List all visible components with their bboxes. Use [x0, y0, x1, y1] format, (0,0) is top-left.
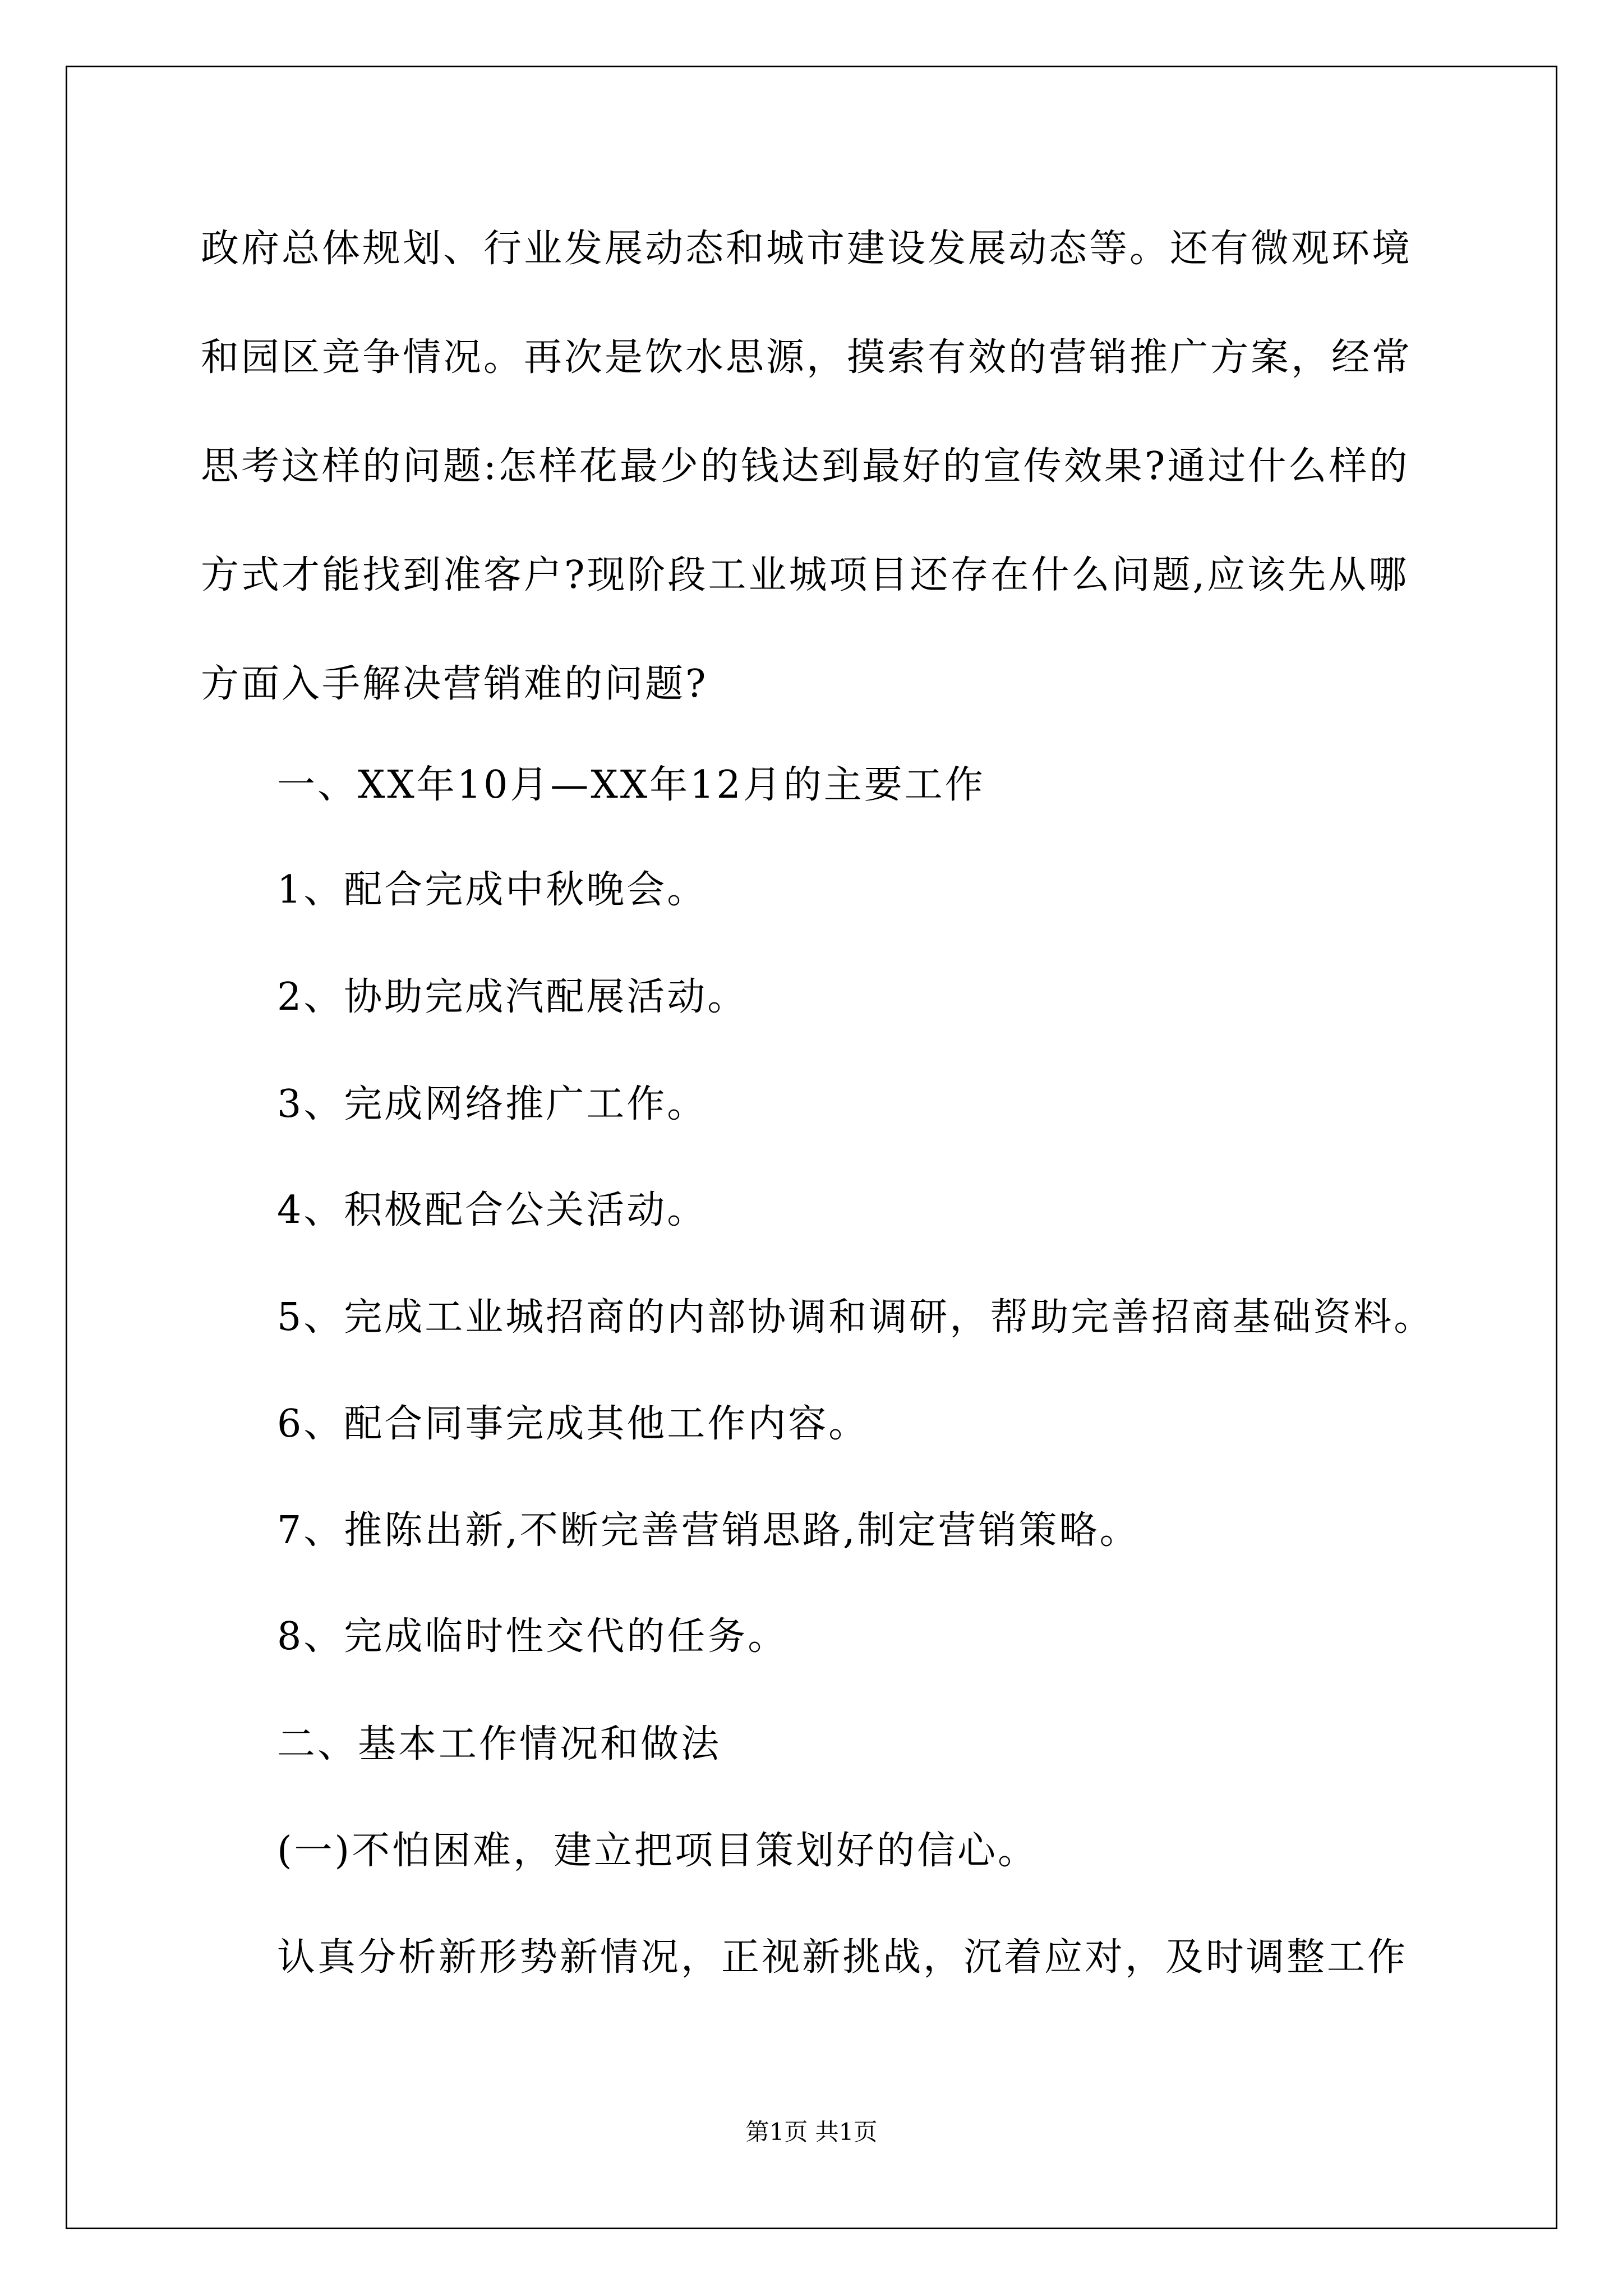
subsection-heading-1: (一)不怕困难，建立把项目策划好的信心。 [277, 1829, 1039, 1873]
paragraph-final-line: 认真分析新形势新情况，正视新挑战，沉着应对，及时调整工作 [277, 1935, 1408, 1980]
paragraph-line-4: 方式才能找到准客户?现阶段工业城项目还存在什么问题,应该先从哪 [201, 553, 1409, 597]
page-footer: 第1页 共1页 [745, 2118, 878, 2146]
section-heading-2: 二、基本工作情况和做法 [277, 1722, 722, 1766]
list-item-2: 2、协助完成汽配展活动。 [277, 975, 748, 1019]
list-item-1: 1、配合完成中秋晚会。 [277, 868, 708, 912]
paragraph-line-5: 方面入手解决营销难的问题? [201, 662, 708, 706]
page-border [66, 66, 1557, 2229]
paragraph-line-1: 政府总体规划、行业发展动态和城市建设发展动态等。还有微观环境 [201, 227, 1413, 271]
paragraph-line-2: 和园区竞争情况。再次是饮水思源，摸索有效的营销推广方案，经常 [201, 335, 1413, 380]
section-heading-1: 一、XX年10月—XX年12月的主要工作 [277, 763, 985, 807]
list-item-8: 8、完成临时性交代的任务。 [277, 1614, 789, 1659]
list-item-7: 7、推陈出新,不断完善营销思路,制定营销策略。 [277, 1508, 1140, 1553]
list-item-5: 5、完成工业城招商的内部协调和调研，帮助完善招商基础资料。 [277, 1295, 1435, 1340]
list-item-6: 6、配合同事完成其他工作内容。 [277, 1402, 869, 1446]
list-item-3: 3、完成网络推广工作。 [277, 1082, 708, 1126]
paragraph-line-3: 思考这样的问题:怎样花最少的钱达到最好的宣传效果?通过什么样的 [201, 444, 1410, 489]
list-item-4: 4、积极配合公关活动。 [277, 1188, 708, 1232]
